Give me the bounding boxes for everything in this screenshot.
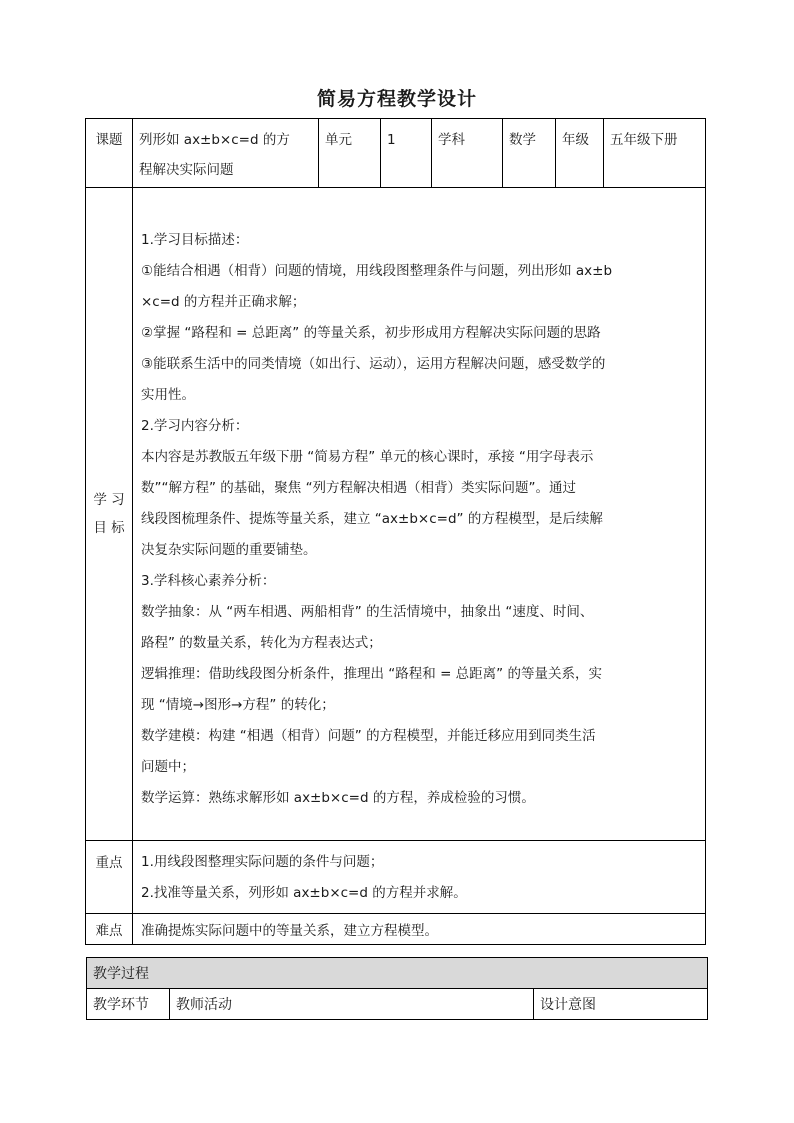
goals-row — [86, 188, 706, 841]
topic-label: 课题 — [86, 119, 133, 188]
col-teacher-activity: 教师活动 — [170, 989, 534, 1020]
key-point-1: 1.用线段图整理实际问题的条件与问题； — [141, 854, 384, 870]
goals-line: 实用性。 — [141, 387, 195, 403]
lesson-design-table — [85, 118, 706, 945]
goals-line: 数学建模：构建 “相遇（相背）问题” 的方程模型，并能迁移应用到同类生活 — [141, 728, 596, 744]
grade-value: 五年级下册 — [604, 119, 706, 188]
process-heading: 教学过程 — [87, 958, 708, 989]
goals-label-line-2: 目 标 — [93, 520, 125, 536]
topic-line-1: 列形如 ax±b×c=d 的方 — [139, 132, 290, 148]
teaching-process-table — [86, 957, 708, 1020]
goals-line: ③能联系生活中的同类情境（如出行、运动），运用方程解决问题，感受数学的 — [141, 356, 606, 372]
goals-line: 线段图梳理条件、提炼等量关系，建立 “ax±b×c=d” 的方程模型，是后续解 — [141, 511, 603, 527]
unit-value: 1 — [381, 119, 432, 188]
subject-value: 数学 — [503, 119, 556, 188]
goals-line: 逻辑推理：借助线段图分析条件，推理出 “路程和 = 总距离” 的等量关系，实 — [141, 666, 602, 682]
subject-label: 学科 — [432, 119, 503, 188]
process-heading-row — [87, 958, 708, 989]
goals-line: 本内容是苏教版五年级下册 “简易方程” 单元的核心课时，承接 “用字母表示 — [141, 449, 594, 465]
key-points-label: 重点 — [86, 841, 133, 914]
goals-line: 决复杂实际问题的重要铺垫。 — [141, 542, 317, 558]
goals-line: 数学抽象：从 “两车相遇、两船相背” 的生活情境中，抽象出 “速度、时间、 — [141, 604, 594, 620]
goals-line: 路程” 的数量关系，转化为方程表达式； — [141, 635, 382, 651]
goals-content — [133, 188, 706, 841]
goals-line: 3.学科核心素养分析： — [141, 573, 276, 589]
key-points-row — [86, 841, 706, 914]
goals-line: 数”“解方程” 的基础，聚焦 “列方程解决相遇（相背）类实际问题”。通过 — [141, 480, 577, 496]
goals-label — [86, 188, 133, 841]
goals-line: 问题中； — [141, 759, 195, 775]
key-points-content — [133, 841, 706, 914]
unit-label: 单元 — [319, 119, 381, 188]
difficulty-row — [86, 914, 706, 945]
goals-label-line-1: 学 习 — [93, 492, 125, 508]
goals-line: ①能结合相遇（相背）问题的情境，用线段图整理条件与问题，列出形如 ax±b — [141, 263, 613, 279]
goals-line: 1.学习目标描述： — [141, 232, 249, 248]
goals-line: ×c=d 的方程并正确求解； — [141, 294, 306, 310]
topic-value — [133, 119, 319, 188]
process-columns-row — [87, 989, 708, 1020]
col-teaching-stage: 教学环节 — [87, 989, 170, 1020]
difficulty-label: 难点 — [86, 914, 133, 945]
goals-line: 2.学习内容分析： — [141, 418, 249, 434]
goals-line: 现 “情境→图形→方程” 的转化； — [141, 697, 335, 713]
goals-line: 数学运算：熟练求解形如 ax±b×c=d 的方程，养成检验的习惯。 — [141, 790, 535, 806]
topic-line-2: 程解决实际问题 — [139, 162, 234, 178]
goals-line: ②掌握 “路程和 = 总距离” 的等量关系，初步形成用方程解决实际问题的思路 — [141, 325, 601, 341]
document-title: 简易方程教学设计 — [316, 88, 477, 110]
col-design-intent: 设计意图 — [534, 989, 708, 1020]
header-row — [86, 119, 706, 188]
difficulty-text: 准确提炼实际问题中的等量关系，建立方程模型。 — [133, 914, 706, 945]
key-point-2: 2.找准等量关系，列形如 ax±b×c=d 的方程并求解。 — [141, 885, 467, 901]
grade-label: 年级 — [556, 119, 604, 188]
